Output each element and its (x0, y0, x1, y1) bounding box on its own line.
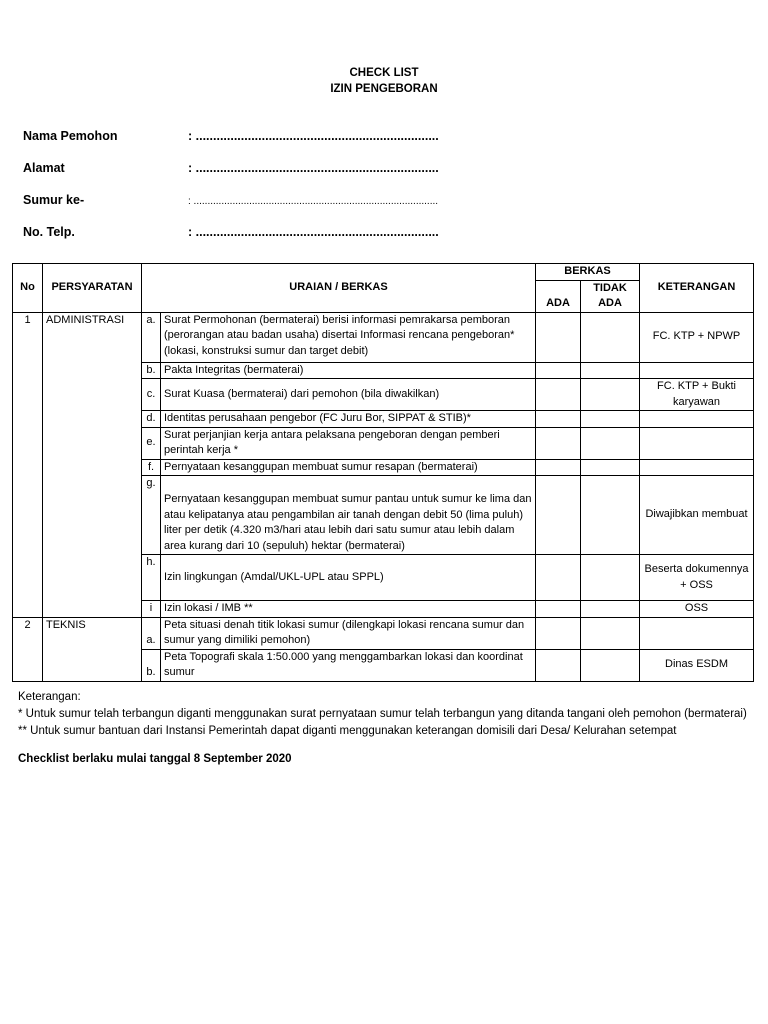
item-letter: f. (142, 459, 161, 476)
group-name: ADMINISTRASI (43, 312, 142, 617)
header-tidak-ada: TIDAK ADA (581, 280, 640, 312)
item-keterangan: Beserta dokumennya + OSS (640, 555, 754, 601)
field-value[interactable]: : ...................................................................... (188, 129, 439, 143)
notes-section (18, 689, 747, 740)
group-no: 2 (13, 617, 43, 681)
tidak-ada-checkbox[interactable] (581, 601, 640, 618)
item-letter: i (142, 601, 161, 618)
item-keterangan (640, 459, 754, 476)
field-value[interactable]: : ...................................................................... (188, 225, 439, 239)
field-alamat[interactable] (23, 161, 439, 175)
table-row (13, 617, 754, 649)
item-letter: g. (142, 476, 161, 555)
validity-statement: Checklist berlaku mulai tanggal 8 September 2020 (18, 753, 292, 765)
item-letter: c. (142, 379, 161, 411)
item-keterangan (640, 362, 754, 379)
field-label: Sumur ke- (23, 193, 85, 207)
item-keterangan: Diwajibkan membuat (640, 476, 754, 555)
item-text: Peta situasi denah titik lokasi sumur (dilengkapi lokasi rencana sumur dan sumur yang dimiliki pemohon) (161, 617, 536, 649)
item-text: Pernyataan kesanggupan membuat sumur pantau untuk sumur ke lima dan atau kelipatanya atau pengambilan air tanah dengan debit 50 (lima puluh) liter per detik (4.320 m3/hari atau lebih dari satu sumur atau lebih dalam area kurang dari 10 (sepuluh) hektar (bermaterai) (161, 476, 536, 555)
field-nama-pemohon[interactable] (23, 129, 439, 143)
ada-checkbox[interactable] (536, 555, 581, 601)
ada-checkbox[interactable] (536, 617, 581, 649)
item-keterangan: Dinas ESDM (640, 649, 754, 681)
item-text: Identitas perusahaan pengebor (FC Juru Bor, SIPPAT & STIB)* (161, 411, 536, 428)
item-text: Pernyataan kesanggupan membuat sumur resapan (bermaterai) (161, 459, 536, 476)
item-text: Izin lokasi / IMB ** (161, 601, 536, 618)
tidak-ada-checkbox[interactable] (581, 379, 640, 411)
field-label: Alamat (23, 161, 65, 175)
item-text: Pakta Integritas (bermaterai) (161, 362, 536, 379)
item-keterangan (640, 617, 754, 649)
field-value[interactable]: : ........................................................................................ (188, 196, 439, 207)
header-ada: ADA (536, 280, 581, 312)
item-keterangan: FC. KTP + NPWP (640, 312, 754, 362)
field-no-telp[interactable] (23, 225, 439, 239)
item-keterangan (640, 411, 754, 428)
ada-checkbox[interactable] (536, 411, 581, 428)
field-sumur-ke[interactable] (23, 193, 438, 207)
item-letter: h. (142, 555, 161, 601)
group-name: TEKNIS (43, 617, 142, 681)
item-text: Surat Kuasa (bermaterai) dari pemohon (bila diwakilkan) (161, 379, 536, 411)
item-letter: e. (142, 427, 161, 459)
ada-checkbox[interactable] (536, 459, 581, 476)
tidak-ada-checkbox[interactable] (581, 427, 640, 459)
item-letter: b. (142, 649, 161, 681)
ada-checkbox[interactable] (536, 379, 581, 411)
item-text: Surat Permohonan (bermaterai) berisi informasi pemrakarsa pemboran (perorangan atau badan usaha) disertai Informasi rencana pengeboran* (lokasi, konstruksi sumur dan target debit) (161, 312, 536, 362)
item-text: Surat perjanjian kerja antara pelaksana pengeboran dengan pemberi perintah kerja * (161, 427, 536, 459)
ada-checkbox[interactable] (536, 312, 581, 362)
field-label: No. Telp. (23, 225, 75, 239)
notes-heading: Keterangan: (18, 691, 81, 703)
note-1: * Untuk sumur telah terbangun diganti menggunakan surat pernyataan sumur telah terbangun yang ditanda tangani oleh pemohon (bermaterai) (18, 708, 747, 720)
header-uraian: URAIAN / BERKAS (142, 264, 536, 313)
item-keterangan: OSS (640, 601, 754, 618)
note-2: ** Untuk sumur bantuan dari Instansi Pemerintah dapat diganti menggunakan keterangan domisili dari Desa/ Kelurahan setempat (18, 725, 677, 737)
header-berkas: BERKAS (536, 264, 640, 281)
document-subtitle: IZIN PENGEBORAN (330, 83, 438, 95)
header-no: No (13, 264, 43, 313)
item-text: Peta Topografi skala 1:50.000 yang menggambarkan lokasi dan koordinat sumur (161, 649, 536, 681)
tidak-ada-checkbox[interactable] (581, 459, 640, 476)
item-keterangan (640, 427, 754, 459)
tidak-ada-checkbox[interactable] (581, 476, 640, 555)
tidak-ada-checkbox[interactable] (581, 555, 640, 601)
tidak-ada-checkbox[interactable] (581, 411, 640, 428)
field-label: Nama Pemohon (23, 129, 118, 143)
group-no: 1 (13, 312, 43, 617)
tidak-ada-checkbox[interactable] (581, 362, 640, 379)
tidak-ada-checkbox[interactable] (581, 649, 640, 681)
document-title: CHECK LIST (349, 67, 419, 79)
field-value[interactable]: : ...................................................................... (188, 161, 439, 175)
item-keterangan: FC. KTP + Bukti karyawan (640, 379, 754, 411)
item-letter: a. (142, 312, 161, 362)
item-letter: b. (142, 362, 161, 379)
tidak-ada-checkbox[interactable] (581, 617, 640, 649)
ada-checkbox[interactable] (536, 601, 581, 618)
table-row (13, 312, 754, 362)
header-keterangan: KETERANGAN (640, 264, 754, 313)
tidak-ada-checkbox[interactable] (581, 312, 640, 362)
ada-checkbox[interactable] (536, 649, 581, 681)
item-text: Izin lingkungan (Amdal/UKL-UPL atau SPPL) (161, 555, 536, 601)
ada-checkbox[interactable] (536, 476, 581, 555)
item-letter: a. (142, 617, 161, 649)
ada-checkbox[interactable] (536, 427, 581, 459)
item-letter: d. (142, 411, 161, 428)
header-persyaratan: PERSYARATAN (43, 264, 142, 313)
checklist-table (12, 263, 754, 682)
ada-checkbox[interactable] (536, 362, 581, 379)
